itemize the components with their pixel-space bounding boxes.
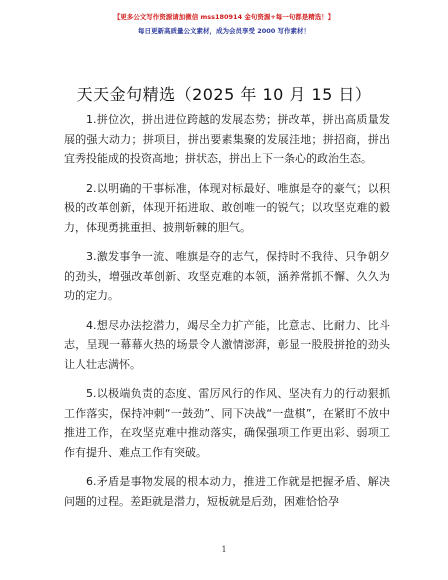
document-title: 天天金句精选（2025 年 10 月 15 日） <box>76 85 372 104</box>
document-body <box>64 110 390 521</box>
page-number: 1 <box>221 545 227 554</box>
paragraph-3: 3.激发事争一流、唯旗是夺的志气，保持时不我待、只争朝夕的劲头，增强改革创新、攻坚克难的本领，涵养常抓不懈、久久为功的定力。 <box>64 250 390 302</box>
promo-banner <box>0 10 448 38</box>
paragraph-6: 6.矛盾是事物发展的根本动力，推进工作就是把握矛盾、解决问题的过程。差距就是潜力，短板就是后劲，困难恰恰孕 <box>64 475 390 508</box>
paragraph-5: 5.以极端负责的态度、雷厉风行的作风、坚决有力的行动狠抓工作落实，保持冲刺“一鼓劲”、同下决战“一盘棋”，在紧盯不放中推进工作，在攻坚克难中推动落实，确保强项工作更出彩、弱项工作有提升、难点工作有突破。 <box>64 387 390 459</box>
promo-banner-line-1: 【更多公文写作资源请加微信 mss180914 金句资源+每一句都是精选！】 <box>113 13 335 21</box>
paragraph-1: 1.拼位次，拼出进位跨越的发展态势；拼改革，拼出高质量发展的强大动力；拼项目，拼出要素集聚的发展洼地；拼招商，拼出宜秀投能成的投资高地；拼状态，拼出上下一条心的政治生态。 <box>64 113 390 165</box>
promo-banner-line-2: 每日更新高质量公文素材，成为会员享受 2000 写作素材！ <box>137 27 311 35</box>
paragraph-4: 4.想尽办法挖潜力，竭尽全力扩产能，比意志、比耐力、比斗志，呈现一幕幕火热的场景令人激情澎湃，彰显一股股拼抢的劲头让人壮志满怀。 <box>64 318 390 371</box>
paragraph-2: 2.以明确的干事标准，体现对标最好、唯旗是夺的豪气；以积极的改革创新，体现开拓进取、敢创唯一的锐气；以攻坚克难的毅力，体现勇挑重担、披荆斩棘的胆气。 <box>64 181 390 234</box>
